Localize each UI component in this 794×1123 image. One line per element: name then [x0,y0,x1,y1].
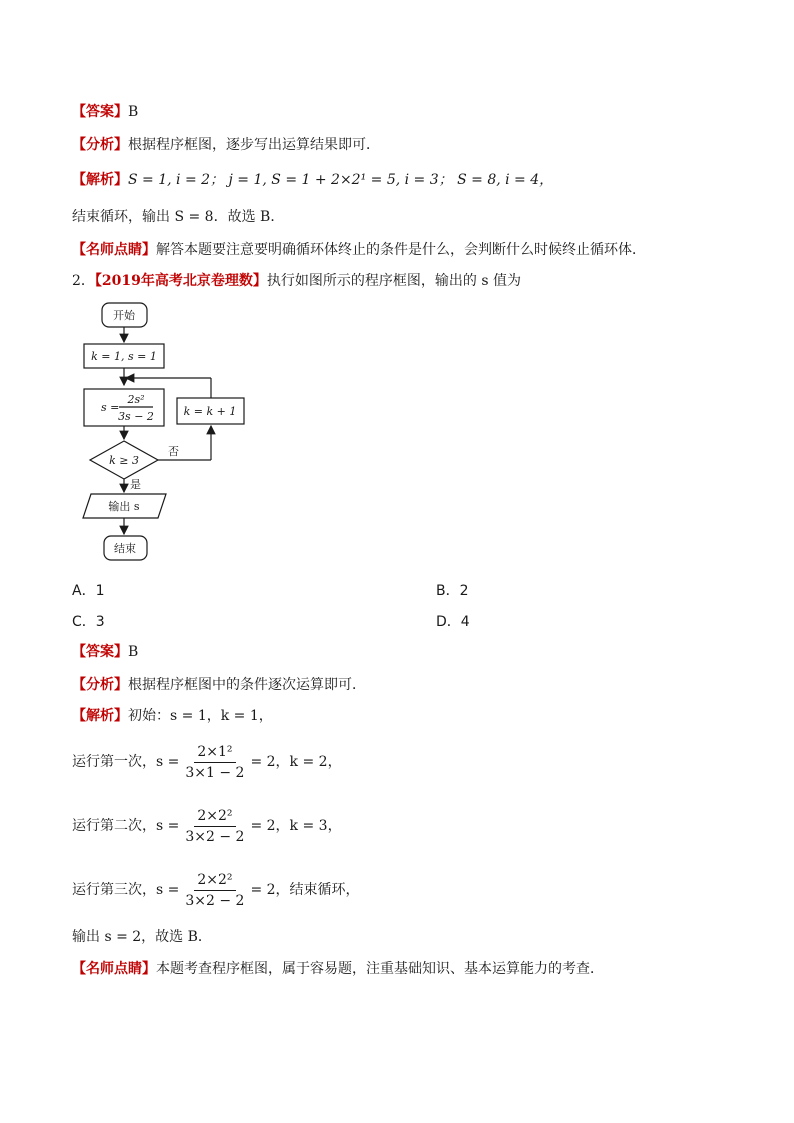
run2-label: 运行第二次，s = [72,818,180,834]
run2-numerator: 2×2² [194,807,235,827]
q2-analysis-line [72,675,366,695]
q2-stem-line [72,271,521,291]
flow-assign-lhs: s = [101,401,120,414]
option-c: C．3 [72,614,105,630]
analysis-text: 根据程序框图中的条件逐次运算即可． [128,677,366,693]
tips-tag: 【名师点睛】 [72,242,156,258]
answer-tag: 【答案】 [72,104,128,120]
q2-run2-line [72,806,342,846]
run3-label: 运行第三次，s = [72,882,180,898]
q2-run1-line [72,742,342,782]
flow-end-label: 结束 [114,542,136,555]
run1-tail: = 2，k = 2， [250,754,342,770]
tips-text: 解答本题要注意要明确循环体终止的条件是什么，会判断什么时候终止循环体． [156,242,646,258]
tips-text: 本题考查程序框图，属于容易题，注重基础知识、基本运算能力的考查． [156,961,604,977]
tips-tag: 【名师点睛】 [72,961,156,977]
answer-value: B [128,644,139,660]
output-text: 输出 s = 2，故选 B． [72,929,212,945]
q1-solution-line [72,170,553,190]
q2-run3-line [72,870,360,910]
analysis-tag: 【分析】 [72,677,128,693]
analysis-tag: 【分析】 [72,137,128,153]
q2-tips-line [72,959,604,979]
run1-fraction [182,743,247,782]
solution-conclusion: 结束循环，输出 S = 8．故选 B． [72,209,285,225]
flow-yes-label: 是 [130,478,141,491]
run1-numerator: 2×1² [194,743,235,763]
solution-tag: 【解析】 [72,172,128,188]
run3-tail: = 2，结束循环， [250,882,360,898]
solution-math: S = 1, i = 2； j = 1, S = 1 + 2×2¹ = 5, i = 3； S = 8, i = 4， [128,172,554,188]
program-flowchart [78,298,258,568]
run3-numerator: 2×2² [194,871,235,891]
solution-tag: 【解析】 [72,708,128,724]
run2-tail: = 2，k = 3， [250,818,342,834]
option-b: B．2 [436,583,469,599]
solution-init: 初始：s = 1，k = 1， [128,708,273,724]
answer-tag: 【答案】 [72,644,128,660]
flow-assign-den: 3s − 2 [118,410,154,423]
question-source: 【2019年高考北京卷理数】 [94,273,267,289]
question-number: 2． [72,273,95,289]
flow-decision-label: k ≥ 3 [109,454,139,467]
flow-no-label: 否 [168,445,179,458]
question-stem: 执行如图所示的程序框图，输出的 s 值为 [266,273,521,289]
q1-analysis-line [72,135,380,155]
flow-output-label: 输出 s [108,500,140,513]
option-d: D．4 [436,614,470,630]
flow-incr-label: k = k + 1 [183,405,237,418]
flow-start-label: 开始 [113,309,135,322]
run1-denominator: 3×1 − 2 [185,764,245,781]
q1-solution-line-2 [72,207,284,227]
answer-value: B [128,104,139,120]
q2-solution-line [72,706,273,726]
option-a: A．1 [72,583,105,599]
q2-output-line [72,927,212,947]
run3-denominator: 3×2 − 2 [185,892,245,909]
analysis-text: 根据程序框图，逐步写出运算结果即可． [128,137,380,153]
run3-fraction [182,871,247,910]
q1-tips-line [72,240,646,260]
run1-label: 运行第一次，s = [72,754,180,770]
flow-init-label: k = 1, s = 1 [91,350,157,363]
q2-answer-line [72,642,138,662]
run2-fraction [182,807,247,846]
run2-denominator: 3×2 − 2 [185,828,245,845]
flow-assign-num: 2s² [127,393,145,406]
q1-answer-line [72,102,138,122]
